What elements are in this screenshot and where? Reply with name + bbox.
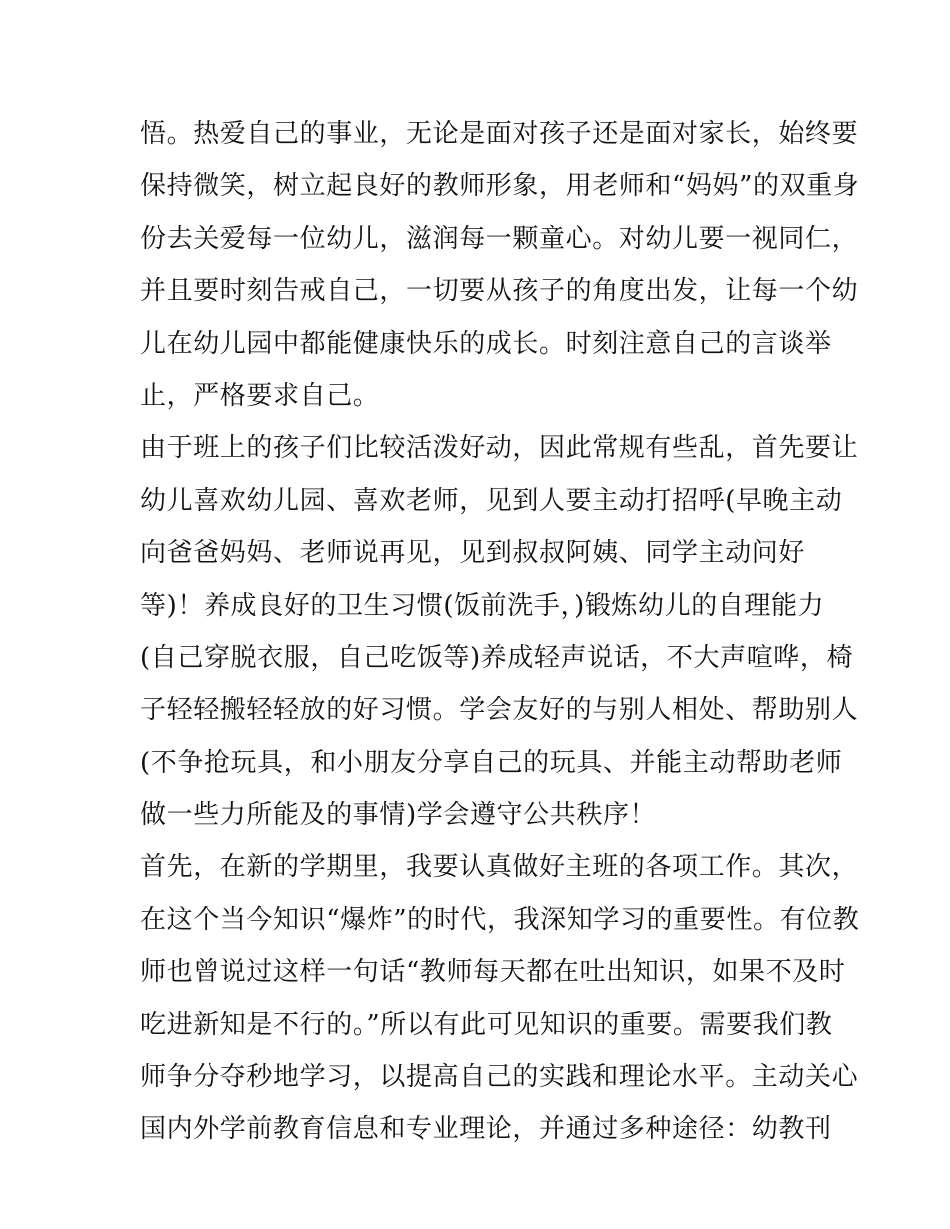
- text-line: 首先，在新的学期里，我要认真做好主班的各项工作。其次，: [140, 852, 859, 883]
- text-line: 儿在幼儿园中都能健康快乐的成长。时刻注意自己的言谈举: [140, 328, 832, 359]
- text-line: 保持微笑，树立起良好的教师形象，用老师和“妈妈”的双重身: [140, 171, 860, 202]
- text-line: (自己穿脱衣服，自己吃饭等)养成轻声说话，不大声喧哗，椅: [140, 642, 854, 673]
- text-line: 由于班上的孩子们比较活泼好动，因此常规有些乱，首先要让: [140, 433, 859, 464]
- body-text: [140, 108, 860, 1156]
- text-line: 份去关爱每一位幼儿，滋润每一颗童心。对幼儿要一视同仁，: [140, 223, 859, 254]
- text-line: 等)！养成良好的卫生习惯(饭前洗手，)锻炼幼儿的自理能力: [140, 590, 825, 621]
- text-line: (不争抢玩具，和小朋友分享自己的玩具、并能主动帮助老师: [140, 747, 843, 778]
- text-line: 向爸爸妈妈、老师说再见，见到叔叔阿姨、同学主动问好: [140, 538, 806, 569]
- text-line: 并且要时刻告戒自己，一切要从孩子的角度出发，让每一个幼: [140, 276, 859, 307]
- text-line: 吃进新知是不行的。”所以有此可见知识的重要。需要我们教: [140, 1009, 833, 1040]
- text-line: 子轻轻搬轻轻放的好习惯。学会友好的与别人相处、帮助别人: [140, 695, 859, 726]
- text-line: 止，严格要求自己。: [140, 380, 380, 411]
- text-line: 做一些力所能及的事情)学会遵守公共秩序！: [140, 800, 657, 831]
- text-line: 国内外学前教育信息和专业理论，并通过多种途径：幼教刊: [140, 1114, 832, 1145]
- text-line: 在这个当今知识“爆炸”的时代，我深知学习的重要性。有位教: [140, 904, 860, 935]
- text-line: 幼儿喜欢幼儿园、喜欢老师，见到人要主动打招呼(早晚主动: [140, 485, 843, 516]
- text-line: 悟。热爱自己的事业，无论是面对孩子还是面对家长，始终要: [140, 119, 859, 149]
- text-line: 师争分夺秒地学习，以提高自己的实践和理论水平。主动关心: [140, 1062, 859, 1093]
- text-line: 师也曾说过这样一句话“教师每天都在吐出知识，如果不及时: [140, 957, 846, 988]
